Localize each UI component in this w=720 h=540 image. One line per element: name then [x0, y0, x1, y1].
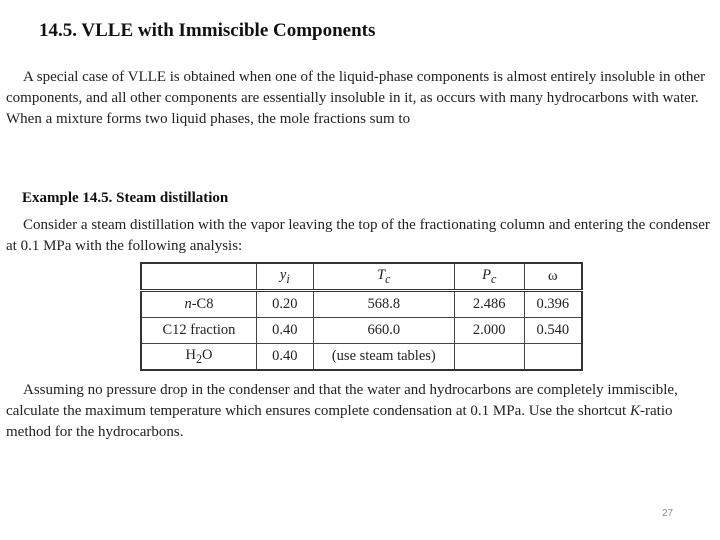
cell-pc — [454, 344, 524, 371]
slide-title: 14.5. VLLE with Immiscible Components — [39, 20, 376, 41]
closing-text-2: -ratio method for the hydrocarbons. — [6, 403, 673, 440]
header-pc: $P_c$ — [454, 263, 524, 291]
closing-text-1: Assuming no pressure drop in the condenser and that the water and hydrocarbons are completely immiscible, calculate the maximum temperature which ensures complete condensation at 0.1 MPa. Use the shortcut — [6, 382, 678, 419]
cell-omega — [524, 344, 582, 371]
cell-pc: 2.000 — [454, 318, 524, 344]
analysis-table — [140, 262, 583, 371]
cell-tc: (use steam tables) — [313, 344, 454, 371]
example-heading: Example 14.5. Steam distillation — [22, 190, 229, 206]
header-yi: $y_i$ — [256, 263, 313, 291]
cell-component: n-C8 — [141, 291, 256, 318]
cell-omega: 0.540 — [524, 318, 582, 344]
cell-yi: 0.20 — [256, 291, 313, 318]
table-row — [141, 344, 582, 371]
page-number: 27 — [662, 508, 674, 519]
cell-omega: 0.396 — [524, 291, 582, 318]
table-row — [141, 291, 582, 318]
table-row — [141, 318, 582, 344]
cell-tc: 660.0 — [313, 318, 454, 344]
cell-tc: 568.8 — [313, 291, 454, 318]
cell-yi: 0.40 — [256, 344, 313, 371]
header-tc: $T_c$ — [313, 263, 454, 291]
cell-yi: 0.40 — [256, 318, 313, 344]
header-omega: ω — [524, 263, 582, 291]
example-intro-paragraph — [6, 215, 718, 257]
cell-component: C12 fraction — [141, 318, 256, 344]
example-intro-text: Consider a steam distillation with the vapor leaving the top of the fractionating column and entering the condenser at 0.1 MPa with the following analysis: — [6, 217, 710, 254]
cell-pc: 2.486 — [454, 291, 524, 318]
cell-component: $H_2O$ — [141, 344, 256, 371]
intro-text: A special case of VLLE is obtained when one of the liquid-phase components is almost entirely insoluble in other components, and all other components are essentially insoluble in it, as occurs with many hydrocarbons with water. When a mixture forms two liquid phases, the mole fractions sum to — [6, 69, 706, 127]
intro-paragraph — [6, 67, 718, 130]
closing-k-symbol: K — [629, 403, 640, 419]
closing-paragraph — [6, 380, 718, 443]
table-header-row — [141, 263, 582, 291]
header-component — [141, 263, 256, 291]
